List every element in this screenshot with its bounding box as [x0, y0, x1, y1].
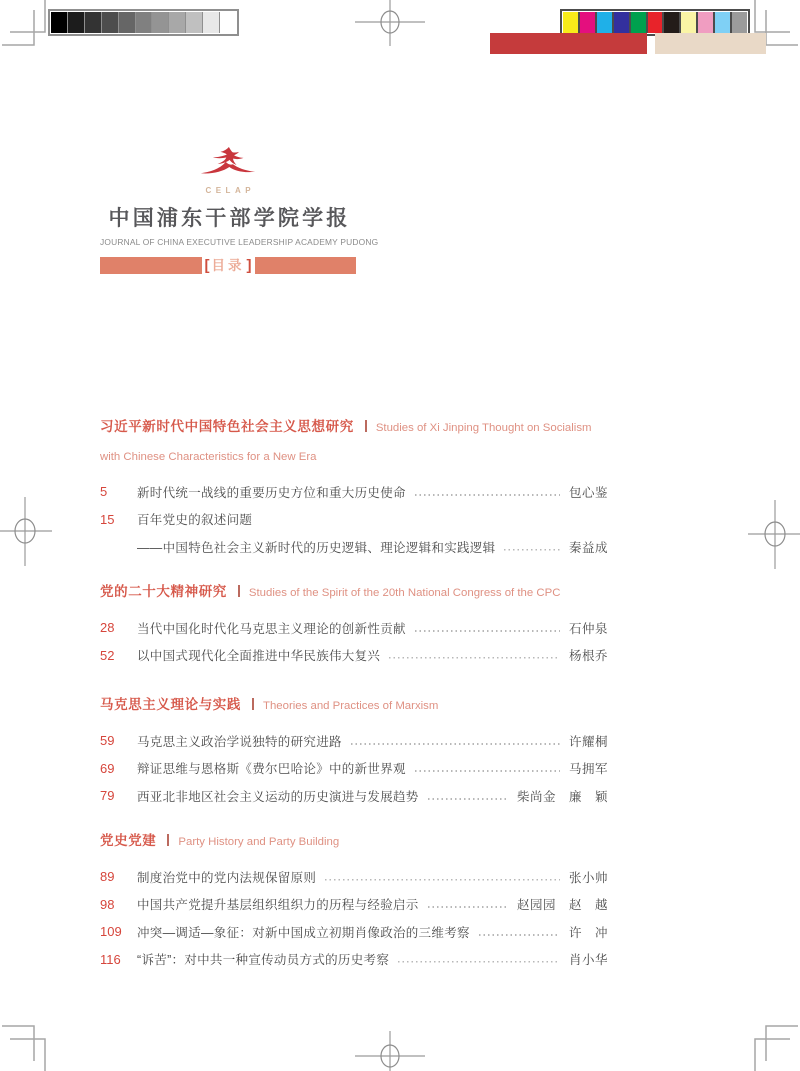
page-number: 52: [100, 647, 115, 663]
calibration-swatch: [51, 12, 67, 33]
section-heading: [100, 691, 608, 720]
section-title-zh: 马克思主义理论与实践: [100, 697, 241, 712]
calibration-swatch: [612, 12, 629, 33]
article-authors: 石仲泉: [568, 621, 608, 636]
toc-section-party-history: [100, 827, 608, 973]
article-authors: 张小帅: [568, 870, 608, 885]
toc-entry: [100, 614, 608, 642]
registration-mark-right: [748, 492, 800, 577]
calibration-swatch: [168, 12, 185, 33]
color-calibration-bar: [560, 9, 750, 36]
crop-mark-bottom-left: [2, 1025, 50, 1071]
article-authors: 赵园园 赵 越: [516, 898, 608, 913]
dot-leader: [351, 743, 560, 745]
page-number: 116: [100, 951, 121, 967]
journal-title-en: JOURNAL OF CHINA EXECUTIVE LEADERSHIP ACADEMY PUDONG: [100, 237, 379, 247]
toc-entry: [100, 918, 608, 946]
calibration-swatch: [713, 12, 730, 33]
calibration-swatch: [629, 12, 646, 33]
contents-banner-strip-left: [100, 257, 202, 274]
toc-entry: [100, 642, 608, 670]
dot-leader: [428, 798, 508, 800]
toc-section-marxism: [100, 691, 608, 810]
article-authors: 柴尚金 廉 颖: [516, 789, 608, 804]
section-title-en: Studies of Xi Jinping Thought on Socialism with Chinese Characteristics for a New Era: [100, 422, 592, 463]
section-title-en: Theories and Practices of Marxism: [263, 700, 439, 712]
article-title: 制度治党中的党内法规保留原则: [137, 870, 317, 885]
page-number: 59: [100, 733, 115, 749]
registration-mark-top: [355, 0, 425, 46]
article-title: 辩证思维与恩格斯《费尔巴哈论》中的新世界观: [137, 762, 406, 777]
calibration-swatch: [185, 12, 202, 33]
dot-leader: [415, 770, 560, 772]
toc-entry: [100, 863, 608, 891]
dot-leader: [504, 549, 560, 551]
crop-mark-top-left: [2, 0, 50, 46]
celap-tree-logo-icon: [199, 147, 257, 185]
toc-entry: [100, 782, 608, 810]
calibration-swatch: [151, 12, 168, 33]
article-title: 中国共产党提升基层组织组织力的历程与经验启示: [137, 898, 419, 913]
article-title: 马克思主义政治学说独特的研究进路: [137, 734, 342, 749]
article-title: “诉苦”：对中共一种宣传动员方式的历史考察: [137, 953, 390, 968]
page-number: 79: [100, 788, 115, 804]
calibration-swatch: [118, 12, 135, 33]
calibration-swatch: [135, 12, 152, 33]
section-divider: [365, 420, 367, 432]
toc-entry: [100, 891, 608, 919]
section-divider: [167, 834, 169, 846]
page-number: 28: [100, 620, 115, 636]
article-authors: 包心鉴: [568, 485, 608, 500]
registration-mark-bottom: [355, 1031, 425, 1071]
section-title-en: Party History and Party Building: [178, 836, 340, 848]
calibration-swatch: [202, 12, 219, 33]
article-title: 冲突—调适—象征：对新中国成立初期肖像政治的三维考察: [137, 925, 470, 940]
toc-entry: [100, 946, 608, 974]
toc-section-20th-congress: [100, 578, 608, 669]
article-authors: 马拥军: [568, 762, 608, 777]
calibration-swatch: [578, 12, 595, 33]
calibration-swatch: [101, 12, 118, 33]
article-title: 当代中国化时代化马克思主义理论的创新性贡献: [137, 621, 406, 636]
section-divider: [238, 585, 240, 597]
contents-banner: [100, 257, 356, 274]
calibration-swatch: [730, 12, 747, 33]
calibration-swatch: [67, 12, 84, 33]
toc-entry: [100, 478, 608, 506]
logo-wordmark: CELAP: [205, 186, 256, 195]
calibration-swatch: [679, 12, 696, 33]
page-number: 5: [100, 484, 108, 500]
section-heading: [100, 827, 608, 856]
page-number: 69: [100, 760, 115, 776]
article-title: 以中国式现代化全面推进中华民族伟大复兴: [137, 649, 381, 664]
registration-mark-left: [0, 489, 52, 574]
dot-leader: [398, 961, 560, 963]
dot-leader: [389, 657, 560, 659]
contents-label-text: 目录: [211, 258, 245, 273]
page-number: 109: [100, 924, 122, 940]
section-title-zh: 党史党建: [100, 833, 157, 848]
calibration-swatch: [595, 12, 612, 33]
contents-label: [202, 257, 255, 274]
article-title: 西亚北非地区社会主义运动的历史演进与发展趋势: [137, 789, 419, 804]
section-heading: [100, 578, 608, 607]
contents-bracket-open: [: [204, 257, 210, 274]
calibration-swatch: [662, 12, 679, 33]
toc-section-xi-jinping-thought: [100, 413, 608, 561]
calibration-swatch: [646, 12, 663, 33]
article-authors: 秦益成: [568, 540, 608, 555]
toc-entry: [100, 727, 608, 755]
dot-leader: [325, 879, 560, 881]
page-number: 98: [100, 896, 115, 912]
article-title: 百年党史的叙述问题: [137, 513, 253, 528]
toc-entry: [100, 755, 608, 783]
article-authors: 肖小华: [568, 953, 608, 968]
article-title: 新时代统一战线的重要历史方位和重大历史使命: [137, 485, 406, 500]
dot-leader: [415, 494, 560, 496]
page-number: 89: [100, 869, 115, 885]
calibration-swatch: [563, 12, 578, 33]
red-color-bar: [490, 33, 647, 54]
contents-bracket-close: ]: [246, 257, 252, 274]
dot-leader: [479, 934, 560, 936]
calibration-swatch: [219, 12, 236, 33]
page-number: 15: [100, 511, 115, 527]
beige-color-bar: [655, 33, 766, 54]
toc-entry-subtitle: [100, 533, 608, 561]
calibration-swatch: [696, 12, 713, 33]
article-authors: 杨根乔: [568, 649, 608, 664]
journal-title-zh: 中国浦东干部学院学报: [108, 207, 351, 230]
calibration-swatch: [84, 12, 101, 33]
toc-entry: [100, 506, 608, 534]
section-title-zh: 习近平新时代中国特色社会主义思想研究: [100, 419, 354, 434]
crop-mark-bottom-right: [750, 1025, 798, 1071]
article-subtitle: ——中国特色社会主义新时代的历史逻辑、理论逻辑和实践逻辑: [137, 540, 496, 555]
masthead: [100, 147, 379, 274]
article-authors: 许 冲: [568, 925, 608, 940]
section-heading: [100, 413, 608, 471]
article-authors: 许耀桐: [568, 734, 608, 749]
section-title-en: Studies of the Spirit of the 20th National Congress of the CPC: [248, 587, 561, 599]
contents-banner-strip-right: [255, 257, 357, 274]
section-title-zh: 党的二十大精神研究: [100, 584, 227, 599]
dot-leader: [415, 630, 560, 632]
dot-leader: [428, 906, 508, 908]
section-divider: [252, 698, 254, 710]
grayscale-calibration-bar: [48, 9, 239, 36]
